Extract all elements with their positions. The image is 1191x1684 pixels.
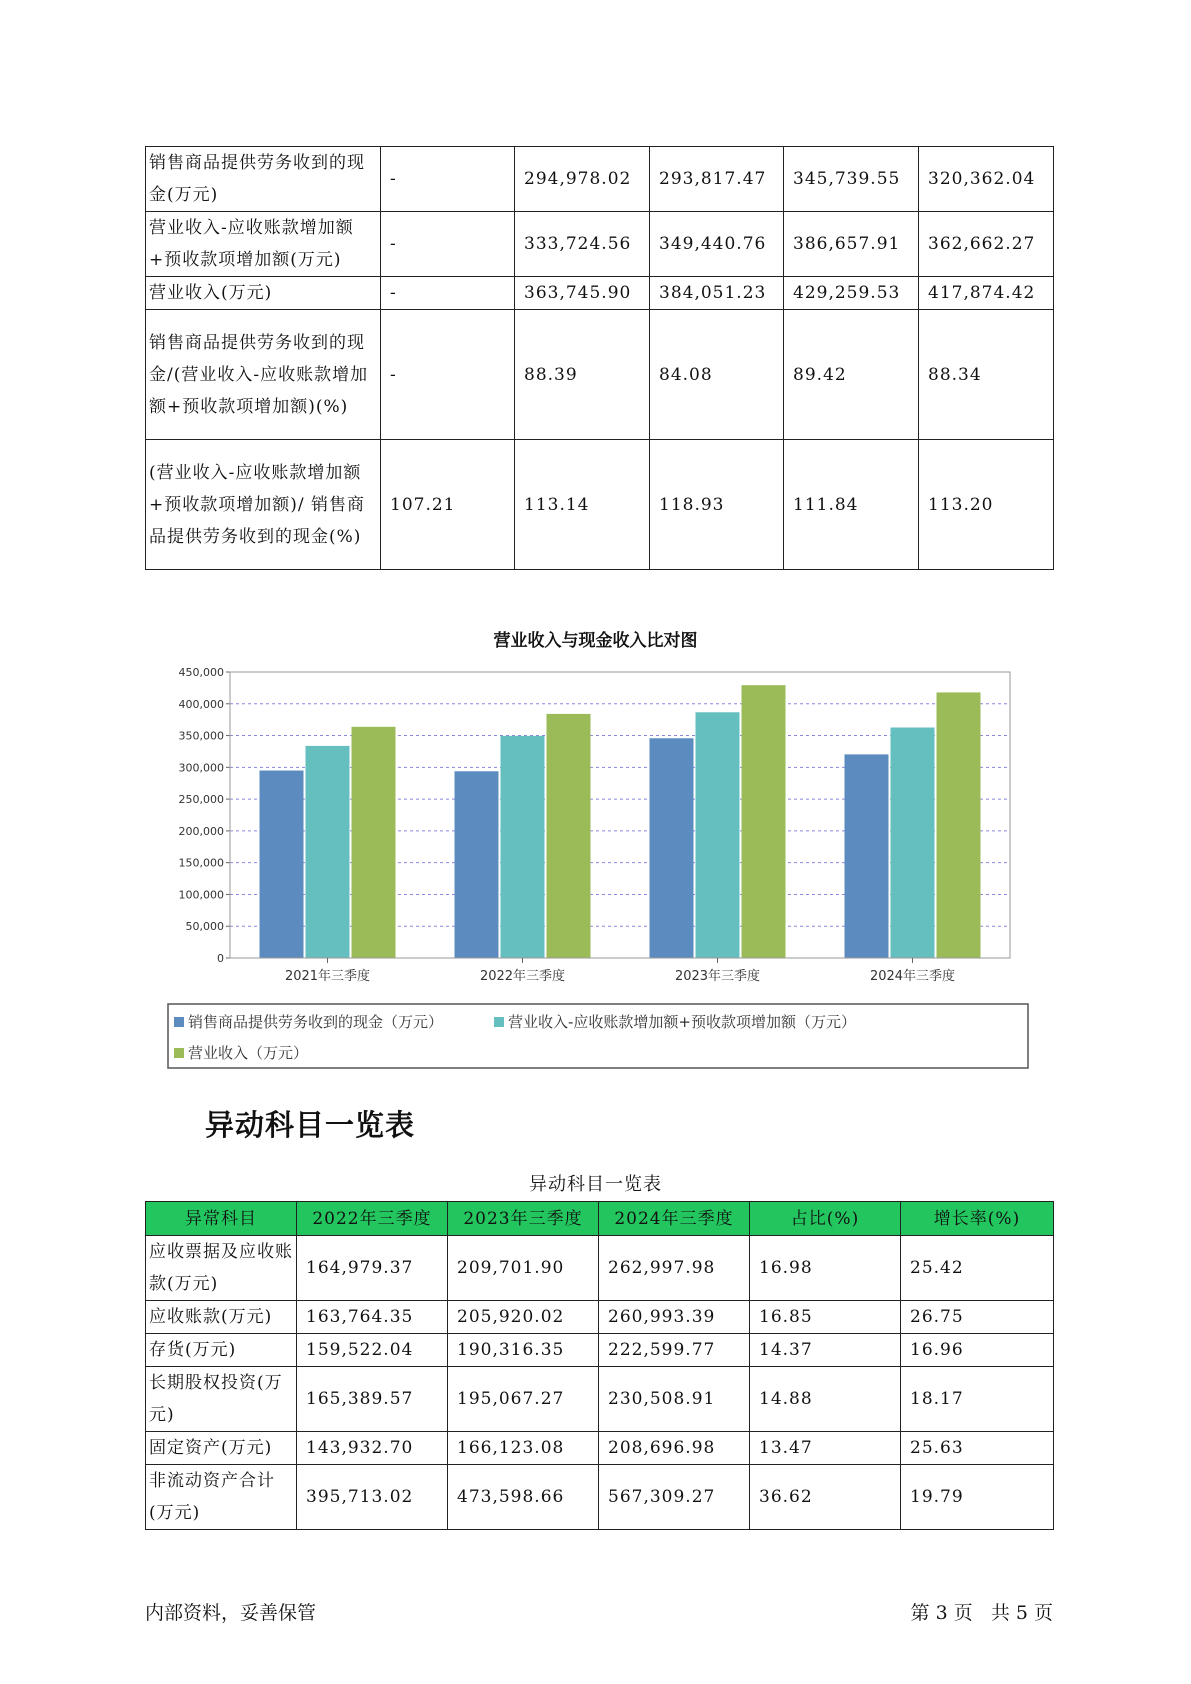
cell: 36.62 xyxy=(750,1465,901,1530)
cell: 362,662.27 xyxy=(919,212,1054,277)
bar-1-0 xyxy=(455,771,499,958)
cell: 118.93 xyxy=(650,440,784,570)
y-tick-label: 50,000 xyxy=(185,920,224,934)
table-header-row xyxy=(146,1202,1054,1236)
bar-0-2 xyxy=(352,727,396,958)
cell: - xyxy=(381,147,515,212)
footer-page-number: 第 3 页 共 5 页 xyxy=(910,1602,1053,1624)
cell: 143,932.70 xyxy=(297,1432,448,1465)
cell: 16.85 xyxy=(750,1301,901,1334)
row-label: 销售商品提供劳务收到的现金(万元) xyxy=(146,147,381,212)
table-row xyxy=(146,277,1054,310)
column-header: 异常科目 xyxy=(146,1202,297,1236)
cell: 159,522.04 xyxy=(297,1334,448,1367)
cell: 205,920.02 xyxy=(448,1301,599,1334)
row-label: 固定资产(万元) xyxy=(146,1432,297,1465)
column-header: 2024年三季度 xyxy=(599,1202,750,1236)
bar-1-1 xyxy=(501,736,545,958)
cell: 163,764.35 xyxy=(297,1301,448,1334)
table-caption: 异动科目一览表 xyxy=(529,1174,662,1195)
row-label: 长期股权投资(万元) xyxy=(146,1367,297,1432)
table-row xyxy=(146,1465,1054,1530)
row-label: (营业收入-应收账款增加额+预收款项增加额)/ 销售商品提供劳务收到的现金(%) xyxy=(146,440,381,570)
y-tick-label: 350,000 xyxy=(178,729,224,743)
y-tick-label: 200,000 xyxy=(178,824,224,838)
column-header: 2023年三季度 xyxy=(448,1202,599,1236)
cell: 384,051.23 xyxy=(650,277,784,310)
cell: 107.21 xyxy=(381,440,515,570)
cell: 166,123.08 xyxy=(448,1432,599,1465)
y-tick-label: 300,000 xyxy=(178,761,224,775)
cell: 208,696.98 xyxy=(599,1432,750,1465)
cell: 417,874.42 xyxy=(919,277,1054,310)
cell: - xyxy=(381,310,515,440)
cell: - xyxy=(381,212,515,277)
bar-3-1 xyxy=(891,728,935,958)
table-row xyxy=(146,1334,1054,1367)
cell: 25.42 xyxy=(901,1236,1054,1301)
cell: 320,362.04 xyxy=(919,147,1054,212)
x-category-label: 2022年三季度 xyxy=(479,969,566,984)
row-label: 销售商品提供劳务收到的现金/(营业收入-应收账款增加额+预收款项增加额)(%) xyxy=(146,310,381,440)
x-category-label: 2023年三季度 xyxy=(674,969,761,984)
cell: 14.37 xyxy=(750,1334,901,1367)
cell: 19.79 xyxy=(901,1465,1054,1530)
cell: 16.96 xyxy=(901,1334,1054,1367)
table-row xyxy=(146,212,1054,277)
table-row xyxy=(146,1301,1054,1334)
y-tick-label: 150,000 xyxy=(178,856,224,870)
cell: 473,598.66 xyxy=(448,1465,599,1530)
bar-chart xyxy=(160,660,1030,1070)
table-row xyxy=(146,1367,1054,1432)
cell: 13.47 xyxy=(750,1432,901,1465)
bar-2-2 xyxy=(742,685,786,958)
cell: 209,701.90 xyxy=(448,1236,599,1301)
column-header: 占比(%) xyxy=(750,1202,901,1236)
cell: 429,259.53 xyxy=(784,277,919,310)
table-row xyxy=(146,1432,1054,1465)
column-header: 增长率(%) xyxy=(901,1202,1054,1236)
y-tick-label: 0 xyxy=(217,952,224,965)
legend-swatch-cash xyxy=(174,1017,184,1027)
cell: 195,067.27 xyxy=(448,1367,599,1432)
cell: 84.08 xyxy=(650,310,784,440)
table-row xyxy=(146,310,1054,440)
bar-2-1 xyxy=(696,712,740,958)
cell: 294,978.02 xyxy=(515,147,650,212)
bar-1-2 xyxy=(547,714,591,958)
legend-swatch-adjusted xyxy=(494,1017,504,1027)
cell: 164,979.37 xyxy=(297,1236,448,1301)
x-category-label: 2021年三季度 xyxy=(284,969,371,984)
chart-title: 营业收入与现金收入比对图 xyxy=(493,631,698,651)
cell: 18.17 xyxy=(901,1367,1054,1432)
cell: 293,817.47 xyxy=(650,147,784,212)
row-label: 存货(万元) xyxy=(146,1334,297,1367)
anomaly-table xyxy=(145,1201,1054,1530)
legend-label-cash: 销售商品提供劳务收到的现金（万元） xyxy=(188,1013,444,1031)
cell: 395,713.02 xyxy=(297,1465,448,1530)
cell: 165,389.57 xyxy=(297,1367,448,1432)
column-header: 2022年三季度 xyxy=(297,1202,448,1236)
cell: 113.14 xyxy=(515,440,650,570)
cell: - xyxy=(381,277,515,310)
cell: 25.63 xyxy=(901,1432,1054,1465)
y-tick-label: 250,000 xyxy=(178,793,224,807)
row-label: 营业收入(万元) xyxy=(146,277,381,310)
footer-confidential-note: 内部资料，妥善保管 xyxy=(145,1602,317,1624)
cell: 349,440.76 xyxy=(650,212,784,277)
cell: 345,739.55 xyxy=(784,147,919,212)
cash-ratio-table xyxy=(145,146,1054,570)
cell: 386,657.91 xyxy=(784,212,919,277)
bar-0-1 xyxy=(306,746,350,958)
cell: 260,993.39 xyxy=(599,1301,750,1334)
bar-2-0 xyxy=(650,738,694,958)
cell: 190,316.35 xyxy=(448,1334,599,1367)
bar-3-0 xyxy=(845,754,889,958)
cell: 88.34 xyxy=(919,310,1054,440)
cell: 111.84 xyxy=(784,440,919,570)
legend-label-adjusted: 营业收入-应收账款增加额+预收款项增加额（万元） xyxy=(508,1013,856,1031)
cell: 222,599.77 xyxy=(599,1334,750,1367)
table-row xyxy=(146,1236,1054,1301)
cell: 262,997.98 xyxy=(599,1236,750,1301)
cell: 88.39 xyxy=(515,310,650,440)
cell: 16.98 xyxy=(750,1236,901,1301)
cell: 333,724.56 xyxy=(515,212,650,277)
x-category-label: 2024年三季度 xyxy=(869,969,956,984)
y-tick-label: 450,000 xyxy=(178,666,224,679)
row-label: 应收账款(万元) xyxy=(146,1301,297,1334)
cell: 14.88 xyxy=(750,1367,901,1432)
row-label: 应收票据及应收账款(万元) xyxy=(146,1236,297,1301)
row-label: 营业收入-应收账款增加额+预收款项增加额(万元) xyxy=(146,212,381,277)
cell: 89.42 xyxy=(784,310,919,440)
bar-3-2 xyxy=(937,692,981,958)
cell: 113.20 xyxy=(919,440,1054,570)
row-label: 非流动资产合计(万元) xyxy=(146,1465,297,1530)
cell: 363,745.90 xyxy=(515,277,650,310)
y-tick-label: 400,000 xyxy=(178,697,224,711)
y-tick-label: 100,000 xyxy=(178,888,224,902)
table-row xyxy=(146,147,1054,212)
bar-0-0 xyxy=(260,771,304,958)
cell: 567,309.27 xyxy=(599,1465,750,1530)
table-row xyxy=(146,440,1054,570)
legend-swatch-revenue xyxy=(174,1048,184,1058)
cell: 26.75 xyxy=(901,1301,1054,1334)
legend-label-revenue: 营业收入（万元） xyxy=(188,1044,309,1062)
cell: 230,508.91 xyxy=(599,1367,750,1432)
section-title: 异动科目一览表 xyxy=(205,1108,416,1142)
